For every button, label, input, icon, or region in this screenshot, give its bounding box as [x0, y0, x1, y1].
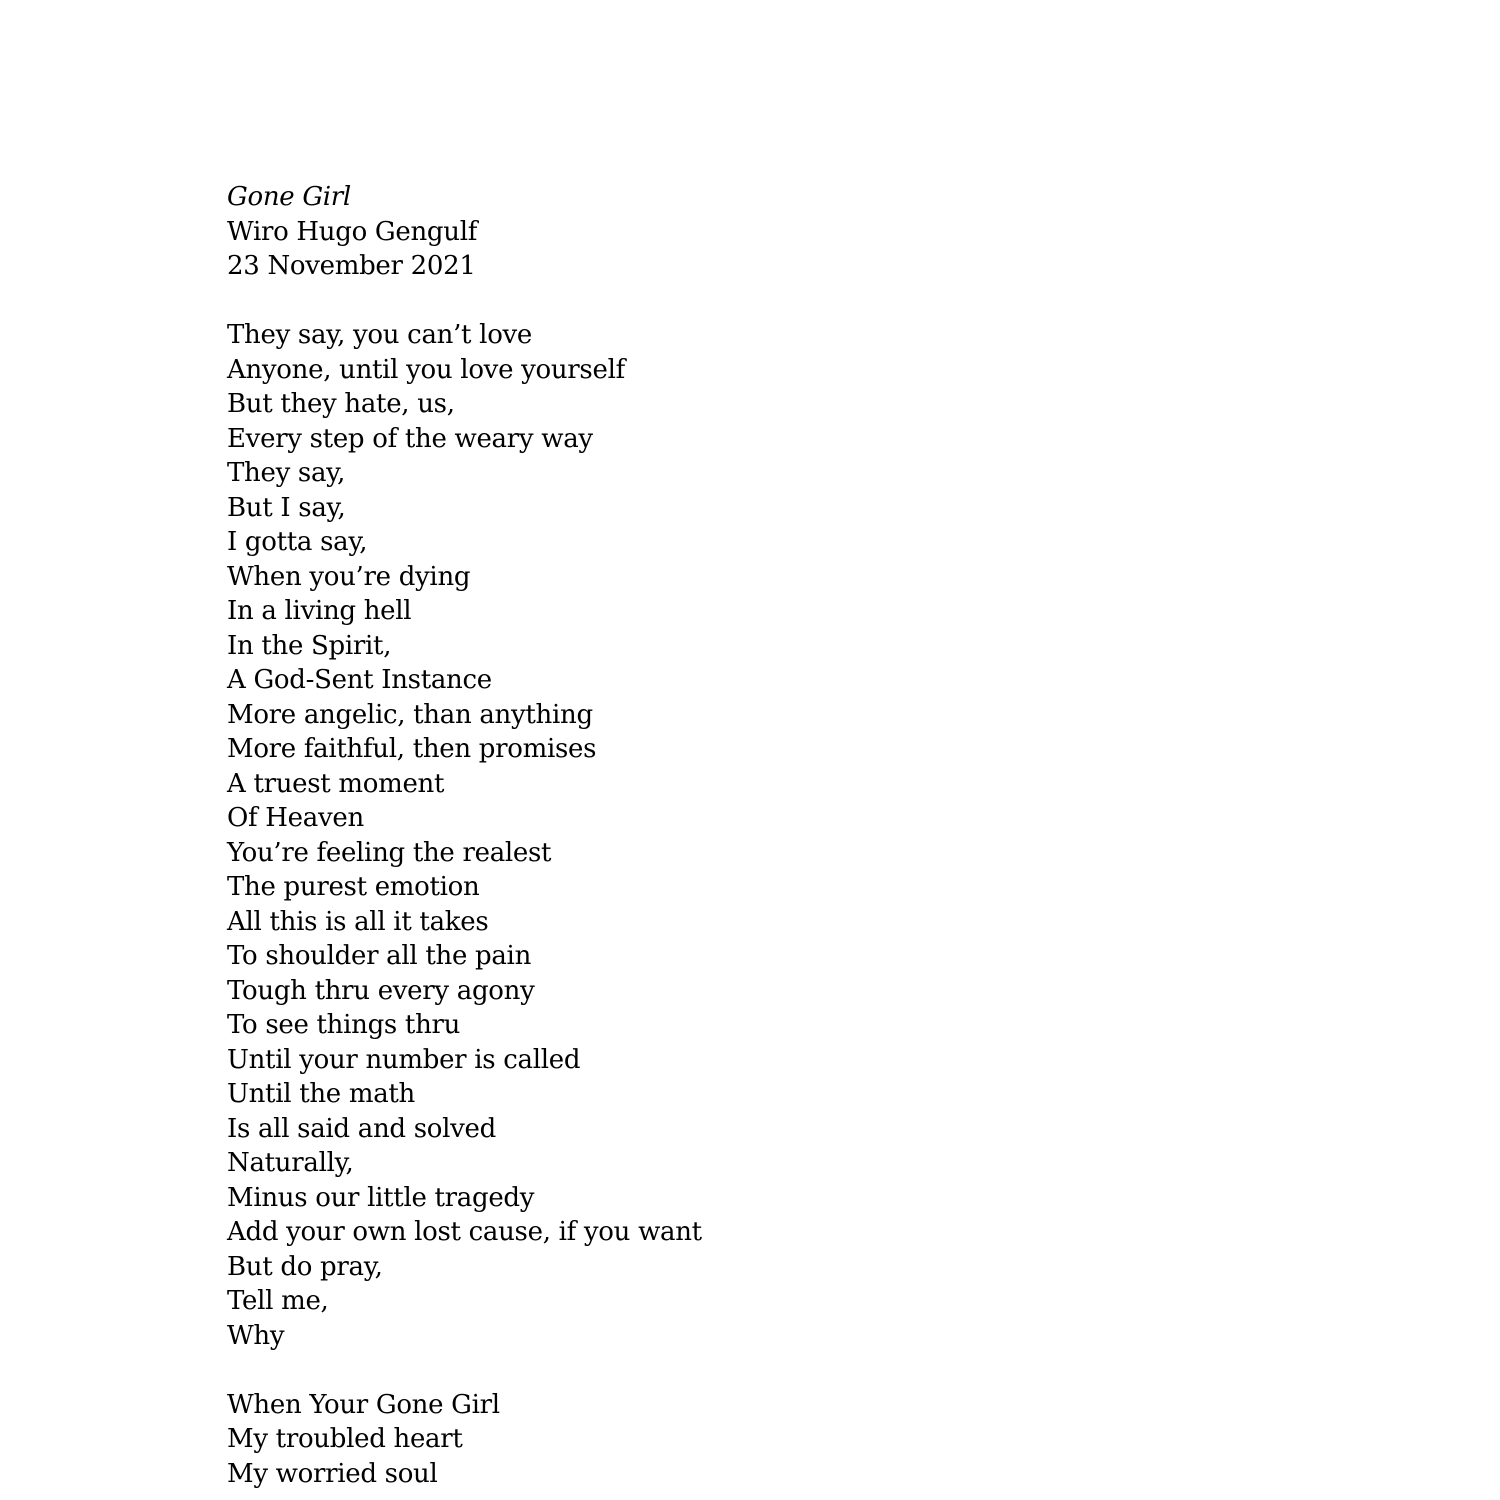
- verse-line: Until your number is called: [227, 1044, 581, 1075]
- verse-line: In the Spirit,: [227, 630, 392, 661]
- verse-line: When Your Gone Girl: [227, 1389, 500, 1420]
- verse-line: But I say,: [227, 492, 346, 523]
- verse-line: To shoulder all the pain: [227, 941, 532, 971]
- verse-line: But they hate, us,: [227, 389, 455, 419]
- poem-text: [227, 180, 702, 1491]
- verse-line: Until the math: [227, 1079, 415, 1109]
- poem-author: Wiro Hugo Gengulf: [227, 216, 478, 247]
- verse-line: Tell me,: [227, 1286, 329, 1316]
- verse-line: Every step of the weary way: [227, 423, 593, 454]
- verse-line: Is all said and solved: [227, 1113, 496, 1144]
- verse-line: More angelic, than anything: [227, 699, 593, 730]
- verse-line: Tough thru every agony: [227, 975, 535, 1006]
- verse-line: Of Heaven: [227, 803, 364, 833]
- verse-line: But do pray,: [227, 1251, 383, 1282]
- verse-line: They say, you can’t love: [227, 320, 533, 350]
- verse-line: My worried soul: [227, 1458, 438, 1489]
- verse-line: Minus our little tragedy: [227, 1182, 535, 1213]
- verse-line: Add your own lost cause, if you want: [227, 1217, 702, 1247]
- verse-line: When you’re dying: [227, 561, 471, 592]
- verse-line: Why: [227, 1320, 285, 1351]
- stanza-gap: [227, 1353, 702, 1388]
- verse-line: A God-Sent Instance: [227, 665, 492, 695]
- poem-date: 23 November 2021: [227, 251, 476, 281]
- verse-line: In a living hell: [227, 596, 412, 626]
- verse-line: The purest emotion: [227, 872, 480, 902]
- verse-line: To see things thru: [227, 1010, 461, 1040]
- verse-line: All this is all it takes: [227, 906, 489, 937]
- verse-line: You’re feeling the realest: [227, 837, 552, 868]
- verse-line: They say,: [227, 458, 346, 488]
- verse-line: Naturally,: [227, 1148, 354, 1178]
- poem-title: Gone Girl: [227, 182, 351, 212]
- stanza-gap: [227, 284, 702, 319]
- verse-line: A truest moment: [227, 768, 445, 799]
- verse-line: Anyone, until you love yourself: [227, 354, 625, 385]
- verse-line: More faithful, then promises: [227, 734, 597, 764]
- stanza-2: [227, 1388, 702, 1492]
- stanza-1: [227, 318, 702, 1353]
- verse-line: My troubled heart: [227, 1424, 463, 1454]
- verse-line: I gotta say,: [227, 527, 368, 557]
